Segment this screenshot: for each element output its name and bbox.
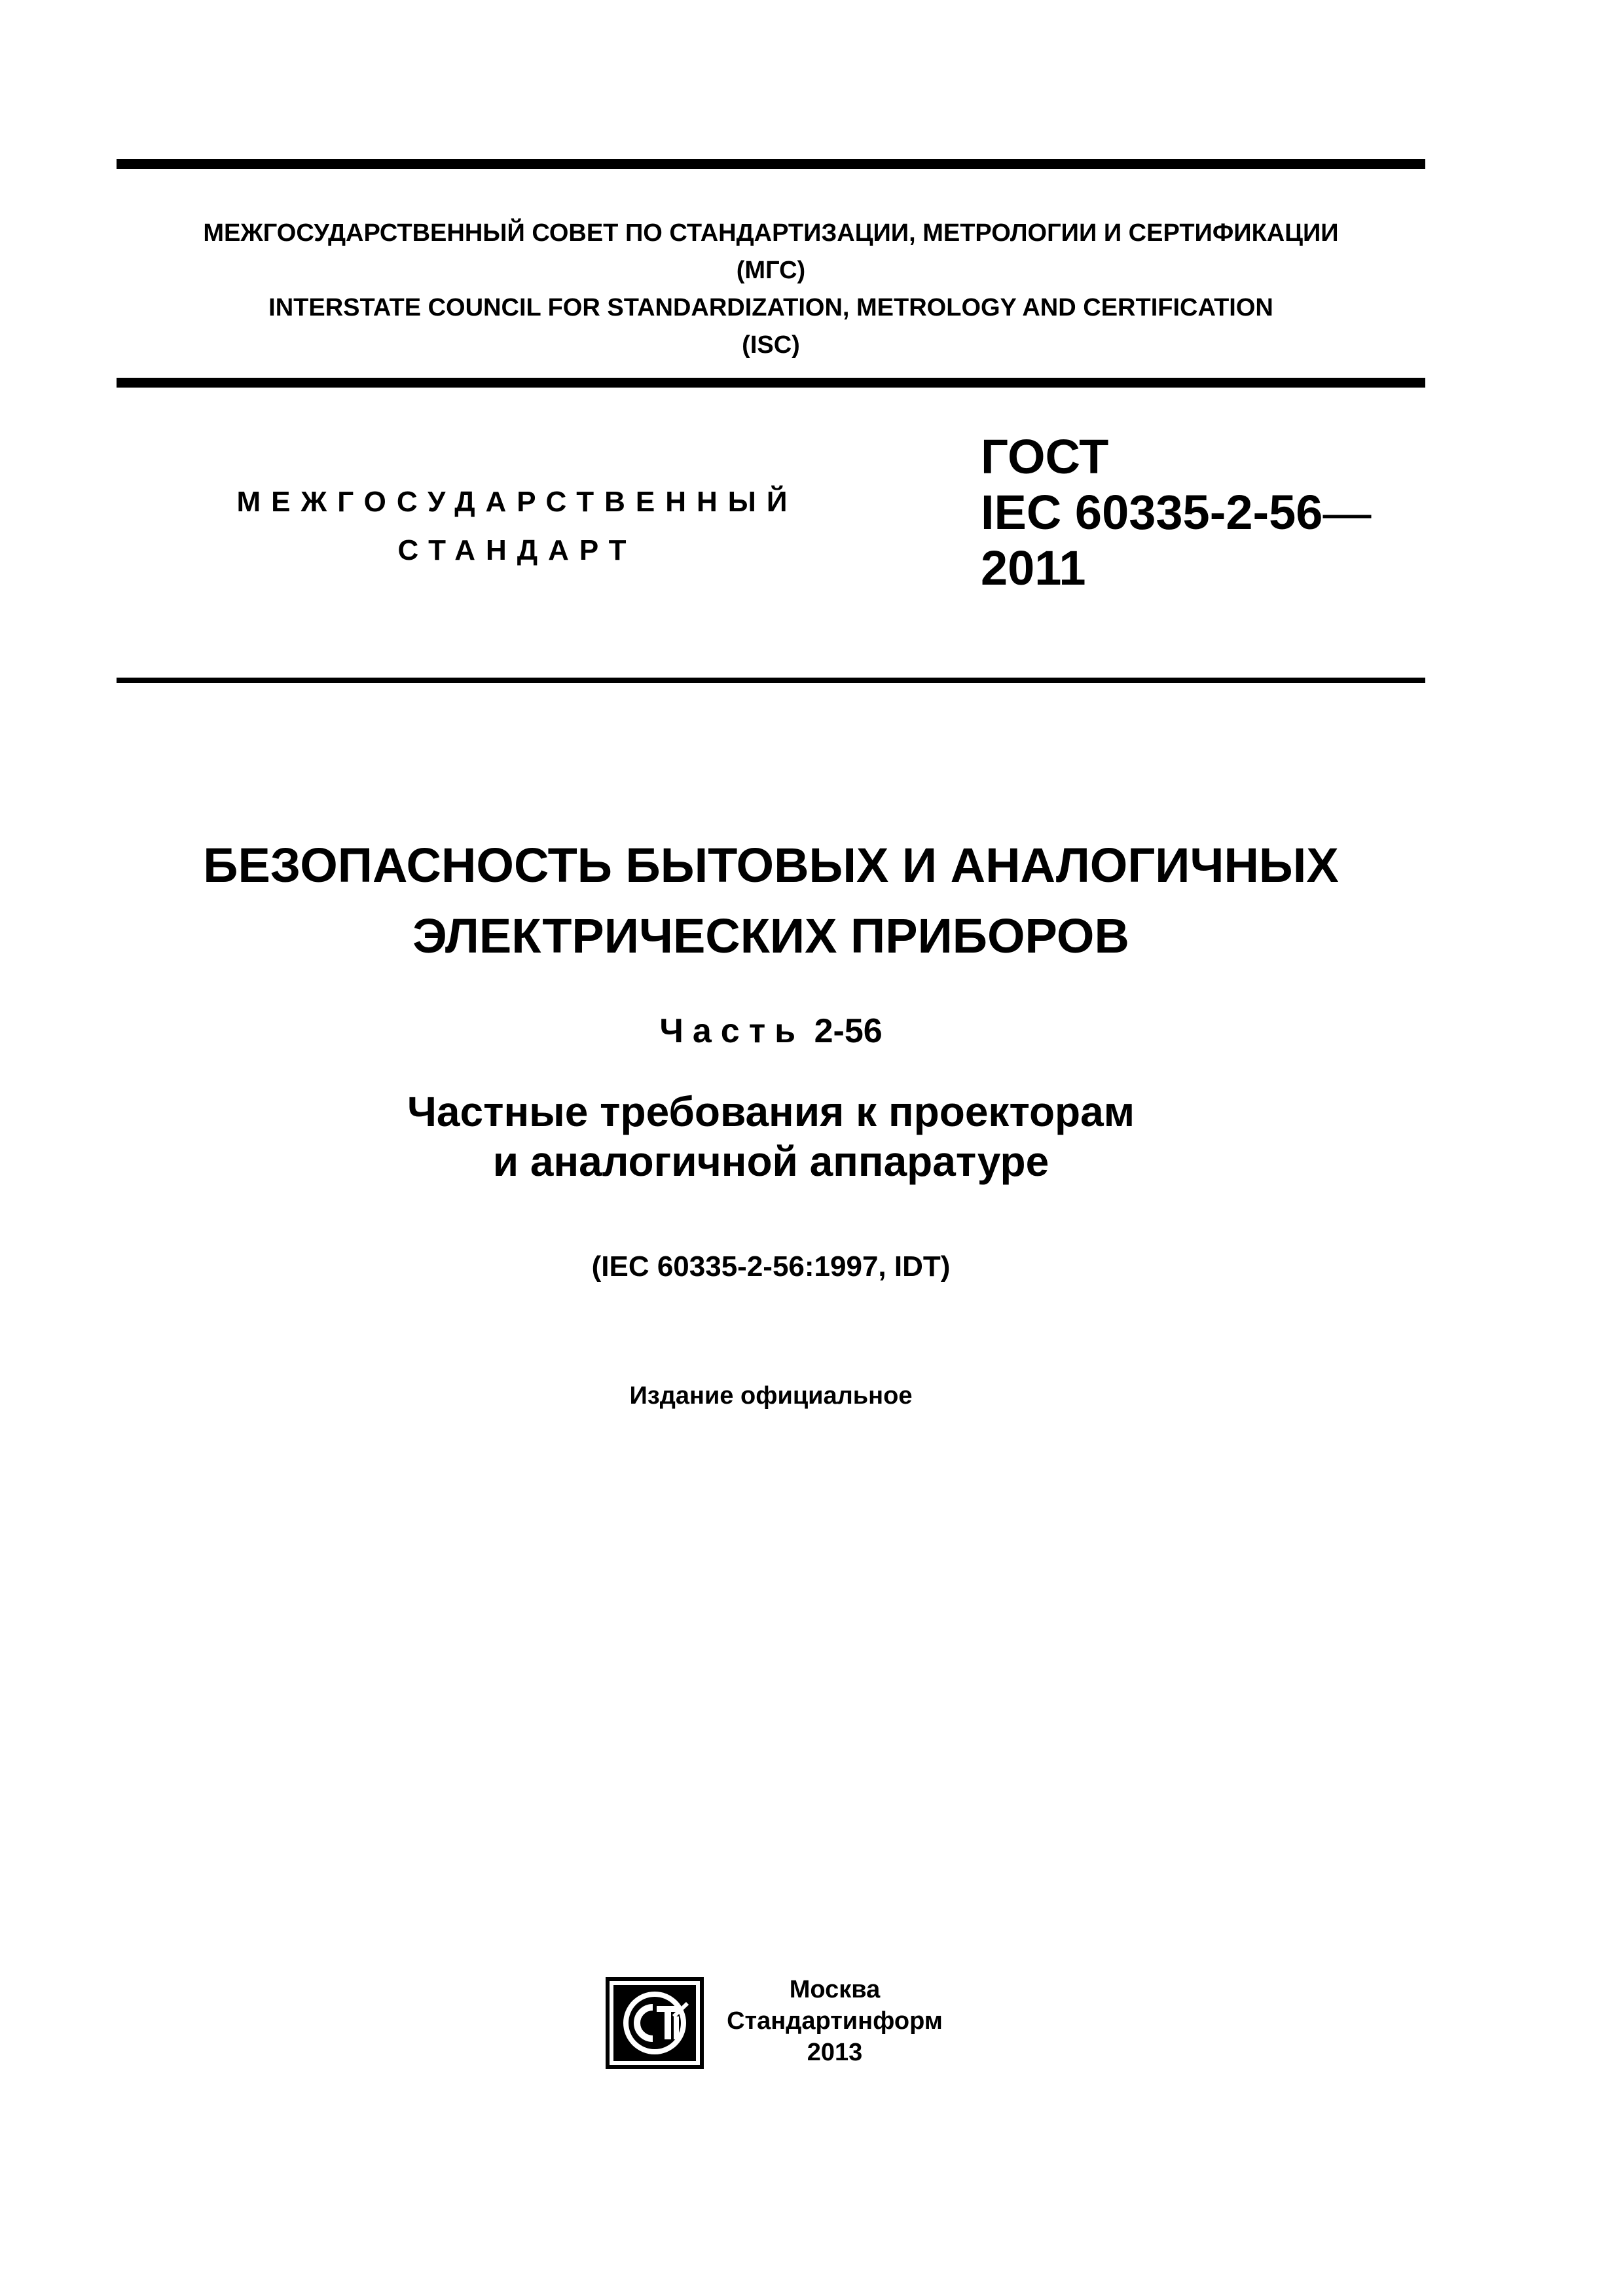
standartinform-logo-icon [606, 1977, 704, 2069]
gost-designation [981, 429, 1371, 596]
subtitle-line-1: Частные требования к проекторам [407, 1088, 1135, 1135]
council-abbr-ru: (МГС) [736, 257, 806, 284]
council-name-ru: МЕЖГОСУДАРСТВЕННЫЙ СОВЕТ ПО СТАНДАРТИЗАЦИИ, МЕТРОЛОГИИ И СЕРТИФИКАЦИИ [203, 219, 1339, 247]
standard-kind-line2: СТАНДАРТ [397, 534, 637, 566]
title-line-1: БЕЗОПАСНОСТЬ БЫТОВЫХ И АНАЛОГИЧНЫХ [203, 838, 1339, 892]
council-abbr-en: (ISC) [742, 331, 800, 359]
part-label: Часть [659, 1012, 805, 1050]
council-name-en: INTERSTATE COUNCIL FOR STANDARDIZATION, METROLOGY AND CERTIFICATION [268, 294, 1273, 321]
gost-number: IEC 60335-2-56 [981, 485, 1323, 539]
gost-number-line [981, 484, 1371, 540]
gost-year: 2011 [981, 541, 1086, 595]
standard-kind [196, 478, 838, 575]
standard-kind-line1: МЕЖГОСУДАРСТВЕННЫЙ [236, 486, 798, 518]
publisher-block [720, 1974, 949, 2068]
part-number: 2-56 [814, 1012, 883, 1050]
gost-dash: — [1322, 485, 1372, 539]
header-bottom-rule [117, 378, 1425, 388]
document-subtitle [117, 1087, 1425, 1186]
council-header [117, 215, 1425, 364]
publisher-name: Стандартинформ [727, 2007, 943, 2035]
title-line-2: ЭЛЕКТРИЧЕСКИХ ПРИБОРОВ [412, 909, 1129, 963]
top-rule [117, 159, 1425, 169]
subtitle-line-2: и аналогичной аппаратуре [492, 1138, 1049, 1185]
document-title [117, 830, 1425, 972]
part-heading [117, 1008, 1425, 1054]
iec-reference: (IEC 60335-2-56:1997, IDT) [591, 1250, 951, 1283]
publisher-city: Москва [789, 1976, 881, 2003]
gost-label: ГОСТ [981, 429, 1109, 484]
designation-bottom-rule [117, 678, 1425, 683]
publisher-year: 2013 [807, 2039, 863, 2066]
edition-note: Издание официальное [629, 1382, 913, 1410]
